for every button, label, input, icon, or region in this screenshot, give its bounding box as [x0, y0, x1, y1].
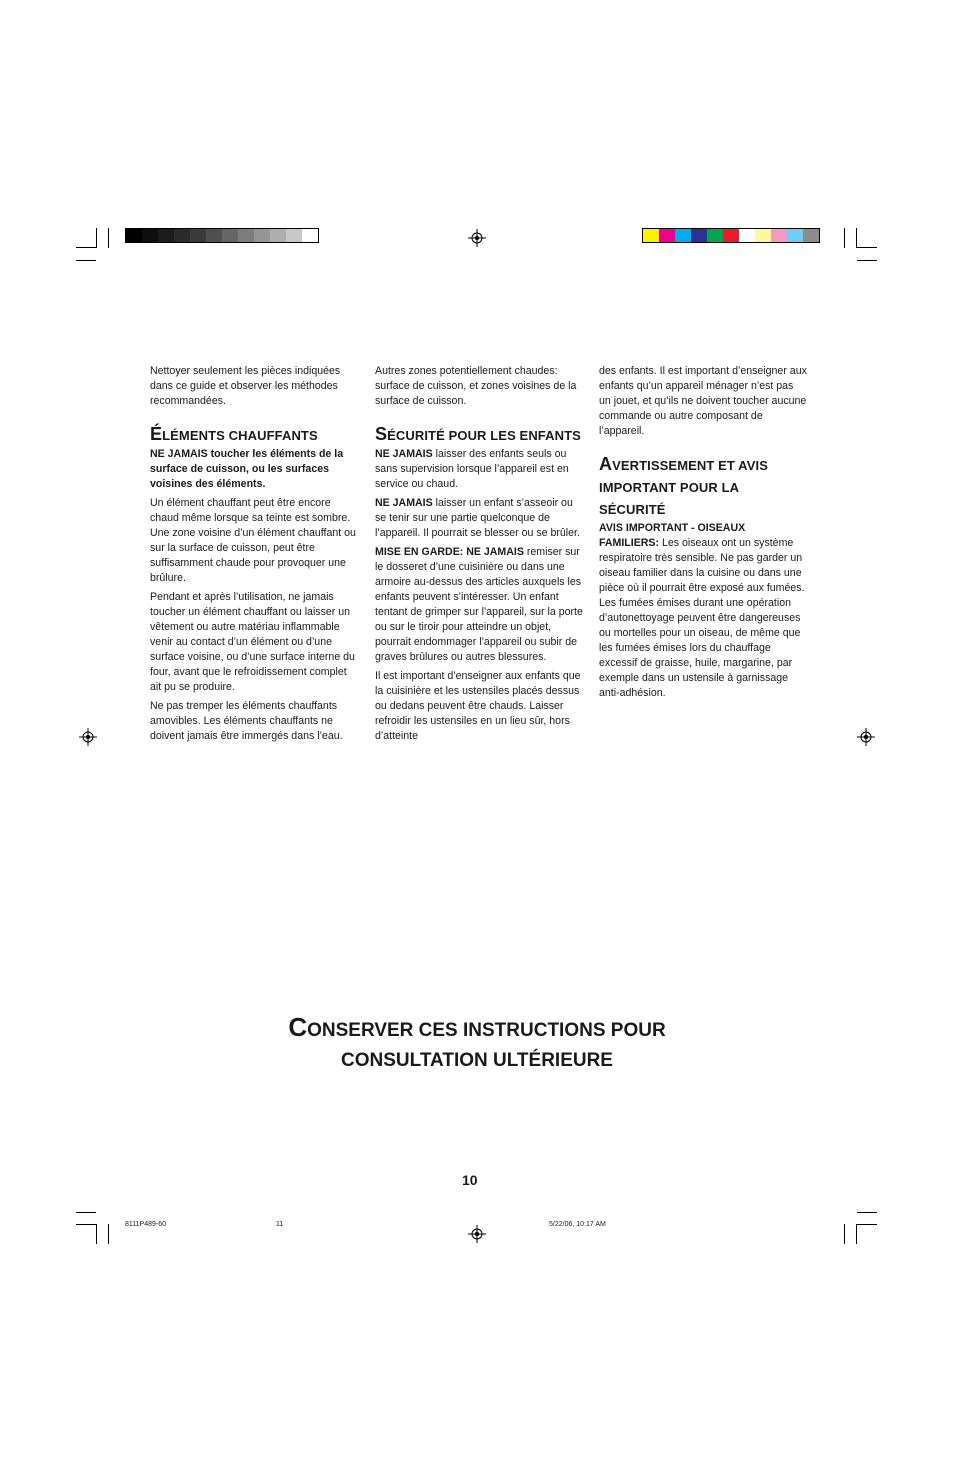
column-safety-notice: [599, 364, 807, 705]
crop-mark: [108, 1224, 109, 1244]
color-swatch: [238, 229, 254, 242]
color-swatch: [286, 229, 302, 242]
intro-text: Nettoyer seulement les pièces indiquées dans ce guide et observer les méthodes recommandées.: [150, 365, 341, 407]
color-swatch: [302, 229, 318, 242]
color-swatch: [675, 229, 691, 242]
color-swatch: [659, 229, 675, 242]
crop-mark: [856, 228, 857, 248]
color-swatch: [270, 229, 286, 242]
print-timestamp: 5/22/06, 10:17 AM: [549, 1221, 606, 1228]
section-heading-heating-elements: ÉLÉMENTS CHAUFFANTS: [150, 424, 318, 444]
crop-mark: [108, 228, 109, 248]
crop-mark: [76, 1212, 96, 1213]
paragraph: NE JAMAIS laisser un enfant s’asseoir ou se tenir sur une partie quelconque de l’appareil. Il pourrait se blesser ou se brûler.: [375, 497, 580, 539]
section-heading-safety-notice: AVERTISSEMENT ET AVIS IMPORTANT POUR LA SÉCURITÉ: [599, 454, 768, 517]
color-swatch: [142, 229, 158, 242]
save-instructions-title: CONSERVER CES INSTRUCTIONS POUR CONSULTATION ULTÉRIEURE: [288, 1012, 666, 1071]
paragraph: Un élément chauffant peut être encore chaud même lorsque sa teinte est sombre. Une zone voisine d’un élément chauffant ou sur la surface de cuisson, peut être suffisamment chaude pour provoquer une brûlure.: [150, 497, 356, 584]
crop-mark: [857, 247, 877, 248]
color-swatch: [206, 229, 222, 242]
grayscale-calibration-strip: [125, 228, 319, 243]
paragraph: MISE EN GARDE: NE JAMAIS remiser sur le dosseret d’une cuisinière ou dans une armoire au-dessus des articles auxquels les enfants peuvent s’intéresser. Un enfant tentant de grimper sur l’appareil, sur la porte ou sur le tiroir pour atteindre un objet, pourrait endommager l’appareil ou subir de graves brûlures ou autres blessures.: [375, 546, 583, 663]
print-page: 11: [276, 1221, 284, 1228]
registration-mark-icon: [468, 1225, 486, 1243]
paragraph: Pendant et après l’utilisation, ne jamais toucher un élément chauffant ou laisser un vêtement ou autre matériau inflammable venir au contact d’un élément ou d’une surface voisine, ou d’une surface interne du four, avant que le refroidissement complet ait pu se produire.: [150, 591, 355, 693]
warning-lead: NE JAMAIS toucher les éléments de la surface de cuisson, ou les surfaces voisines des éléments.: [150, 448, 344, 490]
color-swatch: [707, 229, 723, 242]
color-swatch: [254, 229, 270, 242]
crop-mark: [857, 260, 877, 261]
crop-mark: [857, 1212, 877, 1213]
color-swatch: [739, 229, 755, 242]
crop-mark: [857, 1224, 877, 1225]
color-swatch: [691, 229, 707, 242]
crop-mark: [96, 228, 97, 248]
crop-mark: [844, 228, 845, 248]
color-swatch: [771, 229, 787, 242]
paragraph: Ne pas tremper les éléments chauffants amovibles. Les éléments chauffants ne doivent jamais être immergés dans l’eau.: [150, 700, 343, 742]
color-swatch: [755, 229, 771, 242]
column-heating-elements: [150, 364, 358, 748]
color-swatch: [803, 229, 819, 242]
registration-mark-icon: [857, 728, 875, 746]
crop-mark: [76, 247, 96, 248]
color-swatch: [723, 229, 739, 242]
section-heading-child-safety: SÉCURITÉ POUR LES ENFANTS: [375, 424, 581, 444]
registration-mark-icon: [79, 728, 97, 746]
crop-mark: [96, 1224, 97, 1244]
crop-mark: [76, 260, 96, 261]
crop-mark: [856, 1224, 857, 1244]
column-child-safety: [375, 364, 583, 748]
color-swatch: [190, 229, 206, 242]
registration-mark-icon: [468, 229, 486, 247]
crop-mark: [76, 1224, 96, 1225]
color-swatch: [222, 229, 238, 242]
paragraph: Il est important d’enseigner aux enfants que la cuisinière et les ustensiles placés dessus ou dedans peuvent être chauds. Laisser refroidir les ustensiles en un lieu sûr, hors d’atteinte: [375, 670, 581, 742]
intro-text: des enfants. Il est important d’enseigner aux enfants qu’un appareil ménager n’est pas un jouet, et qu’ils ne doivent toucher aucune commande ou autre composant de l’appareil.: [599, 365, 807, 437]
page-number: 10: [462, 1172, 478, 1188]
crop-mark: [844, 1224, 845, 1244]
intro-text: Autres zones potentiellement chaudes: surface de cuisson, et zones voisines de la surface de cuisson.: [375, 365, 577, 407]
print-job-id: 8111P489-60: [125, 1221, 166, 1228]
color-swatch: [126, 229, 142, 242]
paragraph: AVIS IMPORTANT - OISEAUX FAMILIERS: Les oiseaux ont un système respiratoire très sensible. Ne pas garder un oiseau familier dans la cuisine ou dans une pièce où il pourrait être exposé aux fumées. Les fumées émises durant une opération d’autonettoyage peuvent être dangereuses ou mortelles pour un oiseau, de même que les fumées émises lors du chauffage excessif de graisse, huile, margarine, par exemple dans un ustensile à garnissage anti-adhésion.: [599, 522, 805, 699]
color-swatch: [643, 229, 659, 242]
paragraph: NE JAMAIS laisser des enfants seuls ou sans supervision lorsque l’appareil est en service ou chaud.: [375, 448, 569, 490]
color-calibration-strip: [642, 228, 820, 243]
color-swatch: [158, 229, 174, 242]
color-swatch: [174, 229, 190, 242]
color-swatch: [787, 229, 803, 242]
